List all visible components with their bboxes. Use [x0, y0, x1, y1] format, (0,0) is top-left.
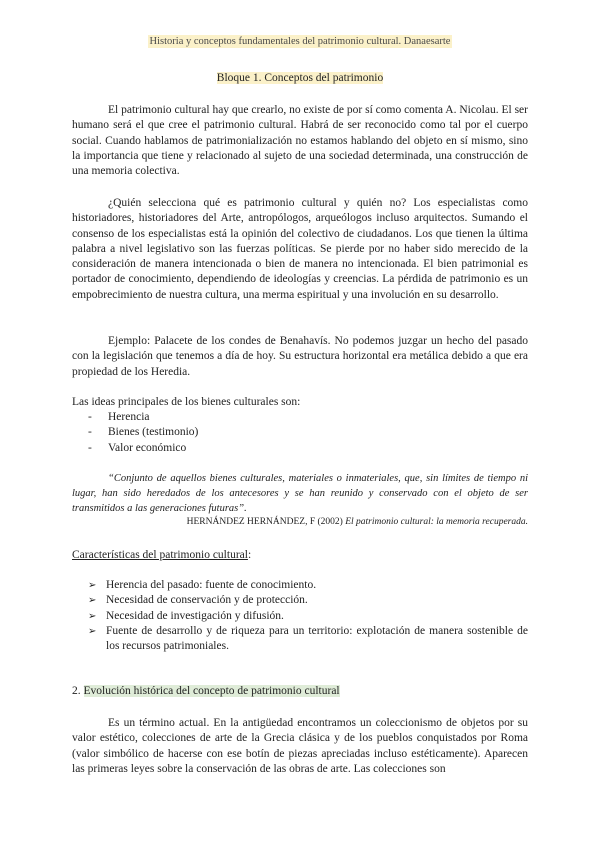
list-item: ➢ Necesidad de investigación y difusión.	[88, 609, 528, 624]
arrow-bullet-icon: ➢	[88, 595, 97, 607]
section-2-title: Evolución histórica del concepto de patrimonio cultural	[83, 685, 340, 697]
definition-quote: “Conjunto de aquellos bienes culturales, materiales o inmateriales, que, sin límites de tiempo ni lugar, han sido heredados de los antecesores y se han reunido y conservado con el objeto de ser transmitidos a las generaciones futuras”.	[72, 473, 528, 514]
arrow-bullet-icon: ➢	[88, 610, 97, 622]
quote-citation	[72, 517, 528, 527]
characteristics-list	[88, 578, 528, 654]
ideas-list	[88, 410, 528, 456]
list-item: - Bienes (testimonio)	[88, 425, 528, 440]
dash-bullet-icon: -	[88, 426, 92, 439]
list-item: - Herencia	[88, 410, 528, 425]
arrow-bullet-icon: ➢	[88, 625, 97, 637]
characteristics-heading: Características del patrimonio cultural:	[72, 549, 252, 561]
ideas-intro: Las ideas principales de los bienes culturales son:	[72, 396, 301, 408]
dash-bullet-icon: -	[88, 411, 92, 423]
paragraph-1: El patrimonio cultural hay que crearlo, no existe de por sí como comenta A. Nicolau. El ser humano será el que cree el patrimonio cultural. Habrá de ser reconocido como tal por el cuerpo social. Cuando hablamos de patrimonialización no estamos hablando del objeto en sí mismo, sino la importancia que tiene y relacionado al sujeto de una sociedad determinada, una construcción de una memoria colectiva.	[72, 104, 528, 178]
section-2-paragraph: Es un término actual. En la antigüedad encontramos un coleccionismo de objetos por su valor estético, colecciones de arte de la Grecia clásica y de los pueblos conquistados por Roma (valor simbólico de hacerse con ese botín de piezas apreciadas incluso estéticamente). Aparecen las primeras leyes sobre la conservación de las obras de arte. Las colecciones son	[72, 717, 528, 775]
arrow-bullet-icon: ➢	[88, 580, 97, 591]
page-header	[0, 36, 600, 47]
block-title-text: Bloque 1. Conceptos del patrimonio	[216, 72, 384, 84]
citation-work: El patrimonio cultural: la memoria recuperada.	[345, 517, 528, 527]
paragraph-2: ¿Quién selecciona qué es patrimonio cultural y quién no? Los especialistas como historiadores, historiadores del Arte, antropólogos, arqueólogos incluso arquitectos. Sumando el consenso de los especialistas está la opinión del colectivo de ciudadanos. Los que tienen la última palabra a nivel legislativo son las fuerzas políticas. Se pierde por no haber sido merecido de la consideración de manera intencionada o bien de manera no intencionada. El bien patrimonial es portador de conocimiento, dependiendo de ideologías y creencias. La pérdida de patrimonio es un empobrecimiento de nuestra cultura, una merma espiritual y una involución en su desarrollo.	[72, 197, 528, 301]
list-item: ➢ Necesidad de conservación y de protección.	[88, 593, 528, 608]
citation-author: HERNÁNDEZ HERNÁNDEZ, F (2002)	[186, 517, 343, 527]
paragraph-3: Ejemplo: Palacete de los condes de Benahavís. No podemos juzgar un hecho del pasado con la legislación que tenemos a día de hoy. Su estructura horizontal era metálica debido a que era propiedad de los Heredia.	[72, 335, 528, 378]
list-item: ➢ Herencia del pasado: fuente de conocimiento.	[88, 578, 528, 593]
dash-bullet-icon: -	[88, 441, 92, 454]
section-2-number: 2.	[72, 685, 81, 697]
header-text: Historia y conceptos fundamentales del patrimonio cultural. Danaesarte	[149, 36, 451, 47]
list-item: ➢ Fuente de desarrollo y de riqueza para un territorio: explotación de manera sostenible de los recursos patrimoniales.	[88, 624, 528, 653]
list-item: - Valor económico	[88, 441, 528, 456]
block-title	[0, 72, 600, 84]
section-2-heading	[72, 685, 340, 697]
